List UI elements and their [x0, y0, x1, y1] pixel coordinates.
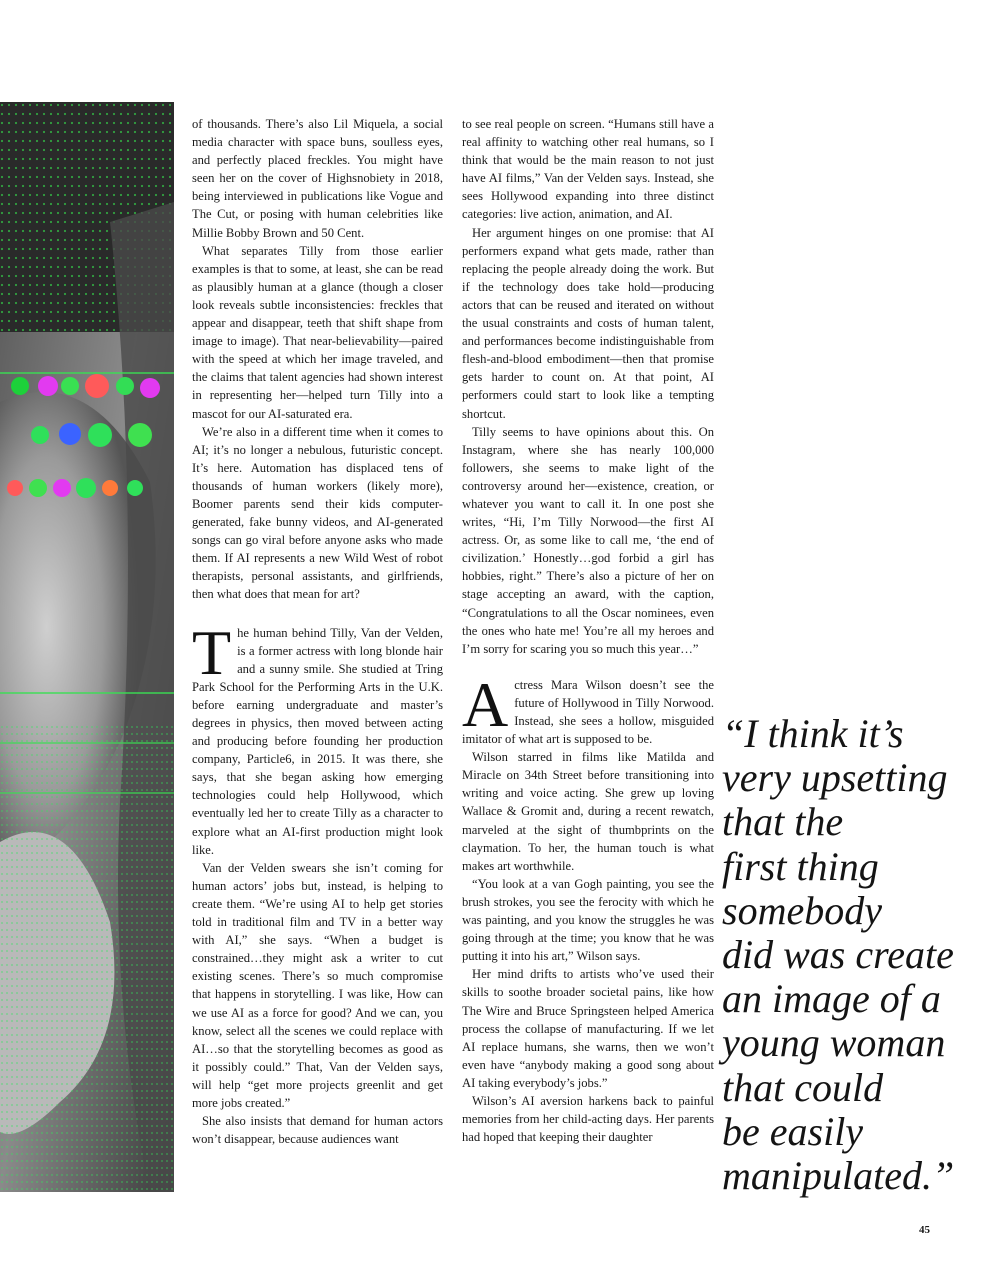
- paragraph: Wilson starred in films like Matilda and Miracle on 34th Street before transitioning into writing and voice acting. She grew up loving Wallace & Gromit and, during a recent rewatch, marveled at the sight of thumbprints on the claymation. To her, the human touch is what makes art worthwhile.: [462, 750, 714, 873]
- pull-quote-line: “I think it’s: [722, 711, 904, 756]
- section-lead-paragraph: [462, 668, 714, 748]
- paragraph: Wilson’s AI aversion harkens back to painful memories from her child-acting days. Her parents had hoped that keeping their daughter: [462, 1093, 714, 1145]
- article-illustration: [0, 102, 174, 1192]
- paragraph: “You look at a van Gogh painting, you see the brush strokes, you see the ferocity with which he was painting, and you know the struggles he was going through at the time; you know that he was putting it into his art,” Wilson says.: [462, 876, 714, 964]
- drop-cap: A: [462, 668, 509, 740]
- paragraph: Her argument hinges on one promise: that AI performers expand what gets made, rather than replacing the people already doing the work. But if the technology does take hold—producing actors that can be reused and iterated on without the usual constraints and costs of human talent, and performances become indistinguishable from flesh-and-blood embodiment—then that promise gets harder to count on. At that point, AI performers could start to look like a tempting shortcut.: [462, 225, 714, 421]
- pull-quote-line: young woman: [722, 1020, 946, 1066]
- page-number: 45: [919, 1224, 930, 1236]
- paragraph: We’re also in a different time when it comes to AI; it’s no longer a nebulous, futuristic concept. It’s here. Automation has displaced tens of thousands of human workers (likely more), Boomer parents send their kids computer-generated, fake bunny videos, and AI-generated songs can go viral before anyone asks who made them. If AI represents a new Wild West of robot therapists, personal assistants, and girlfriends, then what does that mean for art?: [192, 424, 443, 602]
- paragraph: to see real people on screen. “Humans still have a real affinity to watching other real humans, so I think that would be the main reason to not just have AI films,” Van der Velden says. Instead, she sees Hollywood expanding into three distinct categories: live action, animation, and AI.: [462, 117, 714, 222]
- pull-quote: [722, 712, 962, 1198]
- pull-quote-line: did was create: [722, 932, 954, 978]
- paragraph: She also insists that demand for human actors won’t disappear, because audiences want: [192, 1114, 443, 1147]
- pull-quote-line: that could: [722, 1064, 884, 1110]
- paragraph: Her mind drifts to artists who’ve used their skills to soothe broader societal pains, like how The Wire and Bruce Springsteen helped America process the collapse of manufacturing. If we let AI replace humans, she warns, then we won’t even have “anybody making a good song about AI taking everybody’s jobs.”: [462, 967, 714, 1090]
- pull-quote-line: very upsetting: [722, 755, 948, 801]
- pull-quote-line: somebody: [722, 887, 882, 933]
- paragraph-text: he human behind Tilly, Van der Velden, is a former actress with long blonde hair and a sunny smile. She studied at Tring Park School for the Performing Arts in the U.K. before earning undergraduate and master’s degrees in physics, then moved between acting and producing before founding her production company, Particle6, in 2015. It was there, she says, that she began asking how emerging technologies could help Hollywood, which eventually led her to create Tilly as a character to explore what an AI-first production might look like.: [192, 625, 443, 857]
- paragraph: of thousands. There’s also Lil Miquela, a social media character with space buns, soulless eyes, and perfectly placed freckles. You might have seen her on the cover of Highsnobiety in 2018, being interviewed in publications like Vogue and The Cut, or posing with human celebrities like Millie Bobby Brown and 50 Cent.: [192, 117, 443, 240]
- paragraph: What separates Tilly from those earlier examples is that to some, at least, she can be read as plausibly human at a glance (though a closer look reveals subtle inconsistencies: freckles that appear and disappear, teeth that shift shape from image to image). That near-believability—paired with the speed at which her image traveled, and the claims that talent agencies had shown interest in representing her—helped turn Tilly into a mascot for our AI-saturated era.: [192, 243, 443, 421]
- paragraph-text: ctress Mara Wilson doesn’t see the future of Hollywood in Tilly Norwood. Instead, she sees a hollow, misguided imitator of what art is supposed to be.: [462, 677, 714, 747]
- article-column-1: [192, 115, 443, 1148]
- pull-quote-line: that the: [722, 799, 844, 845]
- article-column-2: [462, 115, 714, 1146]
- pull-quote-line: first thing: [722, 843, 879, 889]
- drop-cap: T: [192, 616, 232, 688]
- pull-quote-line: be easily: [722, 1108, 864, 1154]
- section-lead-paragraph: [192, 616, 443, 859]
- pull-quote-line: manipulated.”: [722, 1153, 955, 1199]
- pull-quote-line: an image of a: [722, 976, 941, 1022]
- paragraph: Tilly seems to have opinions about this. On Instagram, where she has nearly 100,000 followers, she seems to make light of the controversy around her—existence, creation, or whatever you want to call it. In one post she writes, “Hi, I’m Tilly Norwood—the first AI actress. Or, as some like to call me, ‘the end of civilization.’ Honestly…god forbid a girl has hobbies, right.” There’s also a picture of her on stage accepting an award, with the caption, “Congratulations to all the Oscar nominees, even the ones who hate me! You’re all my heroes and I’m sorry for scaring you so much this year…”: [462, 424, 714, 656]
- paragraph: Van der Velden swears she isn’t coming for human actors’ jobs but, instead, is helping to create them. “We’re using AI to help get stories told in traditional film and TV in a better way with AI,” she says. “When a budget is constrained…they might ask a writer to cut existing scenes. There’s so much compromise that happens in storytelling. I was like, How can we use AI as a force for good? And we can, you know, select all the scenes we could replace with AI…so that the storytelling becomes as good as it possibly could.” That, Van der Velden says, will help “get more projects greenlit and get more jobs created.”: [192, 860, 443, 1110]
